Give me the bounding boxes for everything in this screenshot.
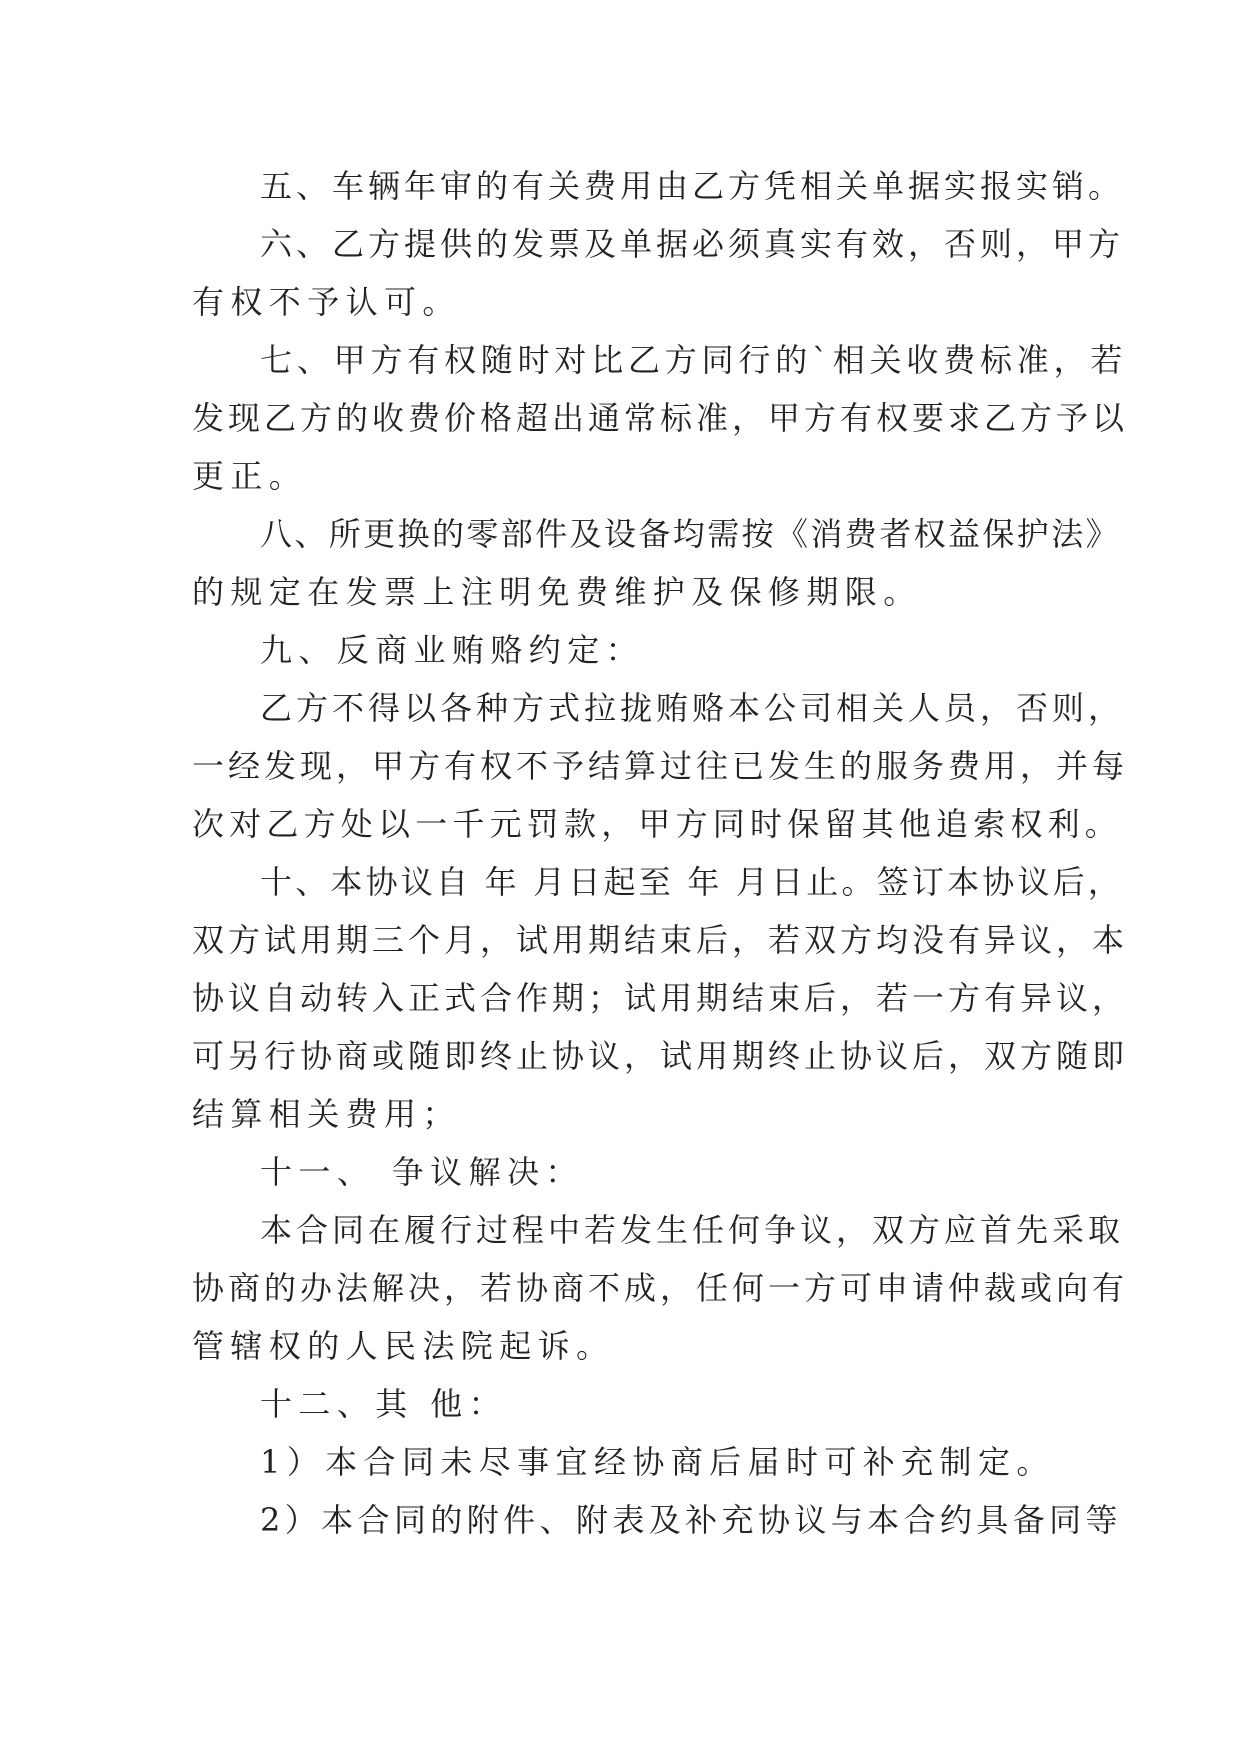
clause-10-continued: 结算相关费用；: [192, 1095, 461, 1133]
clause-8-continued: 的规定在发票上注明免费维护及保修期限。: [192, 573, 922, 611]
clause-10-continued: 可另行协商或随即终止协议，试用期终止协议后，双方随即: [192, 1037, 1129, 1075]
clause-7: 七、甲方有权随时对比乙方同行的`相关收费标准，若: [260, 341, 1128, 379]
clause-5: 五、车辆年审的有关费用由乙方凭相关单据实报实销。: [260, 167, 1125, 205]
clause-12-item-1: 1）本合同未尽事宜经协商后届时可补充制定。: [260, 1443, 1055, 1481]
clause-8: 八、所更换的零部件及设备均需按《消费者权益保护法》: [260, 515, 1121, 553]
clause-9-body-continued: 一经发现，甲方有权不予结算过往已发生的服务费用，并每: [192, 747, 1129, 785]
clause-7-continued: 更正。: [192, 457, 308, 495]
clause-11-body-continued: 协商的办法解决，若协商不成，任何一方可申请仲裁或向有: [192, 1269, 1129, 1307]
clause-6: 六、乙方提供的发票及单据必须真实有效，否则，甲方: [260, 225, 1125, 263]
clause-10-continued: 协议自动转入正式合作期；试用期结束后，若一方有异议，: [192, 979, 1129, 1017]
clause-11-body: 本合同在履行过程中若发生任何争议，双方应首先采取: [260, 1211, 1125, 1249]
clause-10-continued: 双方试用期三个月，试用期结束后，若双方均没有异议，本: [192, 921, 1129, 959]
clause-12-item-2: 2）本合同的附件、附表及补充协议与本合约具备同等: [260, 1501, 1122, 1539]
clause-9-body-continued: 次对乙方处以一千元罚款，甲方同时保留其他追索权利。: [192, 805, 1123, 843]
clause-12-heading: 十二、其 他：: [260, 1385, 507, 1423]
clause-11-body-continued: 管辖权的人民法院起诉。: [192, 1327, 615, 1365]
clause-7-continued: 发现乙方的收费价格超出通常标准，甲方有权要求乙方予以: [192, 399, 1129, 437]
clause-11-heading: 十一、 争议解决：: [260, 1153, 584, 1191]
clause-9-body: 乙方不得以各种方式拉拢贿赂本公司相关人员，否则，: [260, 689, 1125, 727]
clause-10: 十、本协议自 年 月日起至 年 月日止。签订本协议后，: [260, 863, 1124, 901]
clause-6-continued: 有权不予认可。: [192, 283, 461, 321]
clause-9-heading: 九、反商业贿赂约定：: [260, 631, 645, 669]
